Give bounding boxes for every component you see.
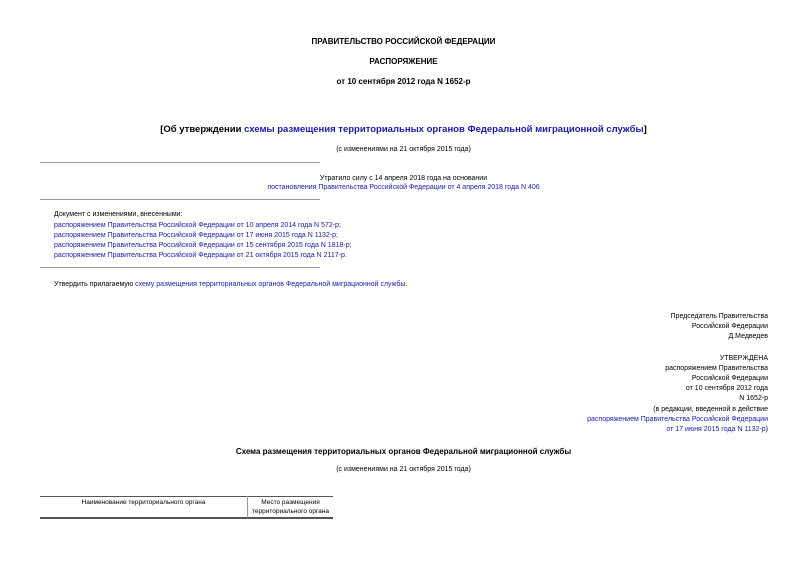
table-bottom-rule [40,518,333,519]
table-header-row [40,497,333,518]
title-suffix: ] [643,124,647,135]
invalid-notice: Утратило силу с 14 апреля 2018 года на основании [319,175,488,182]
changes-heading: Документ с изменениями, внесенными: [54,211,183,218]
signature-title: Председатель Правительства [670,313,768,320]
amendment-link[interactable]: распоряжением Правительства Российской Федерации [587,416,768,423]
signature-country: Российской Федерации [691,323,768,330]
table-header-name: Наименование территориального органа [40,497,248,518]
approved-line: Российской Федерации [691,375,768,382]
amendment-link-date[interactable]: от 17 июня 2015 года N 1132-р [666,426,766,433]
approved-line: от 10 сентября 2012 года [685,385,768,392]
scheme-note: (с изменениями на 21 октября 2015 года) [336,466,471,473]
amendment-line [666,426,768,433]
title-prefix: [Об утверждении [160,124,245,135]
document-title [0,124,807,135]
scheme-title: Схема размещения территориальных органов Федеральной миграционной службы [235,447,572,456]
approved-label: УТВЕРЖДЕНА [719,355,768,362]
body-suffix: . [405,281,408,288]
amendment-close: ) [765,426,768,433]
header-government: ПРАВИТЕЛЬСТВО РОССИЙСКОЙ ФЕДЕРАЦИИ [311,37,496,46]
table-header-place-l2: территориального органа [251,508,330,515]
table-header-place-l1: Место размещения [261,499,320,506]
scheme-link[interactable]: схему размещения территориальных органов Федеральной миграционной службы [135,281,406,288]
change-link[interactable]: распоряжением Правительства Российской Федерации от 21 октября 2015 года N 2117-р. [54,252,347,259]
approved-line: N 1652-р [739,395,768,402]
approved-line: (в редакции, введенной в действие [653,406,768,413]
change-link[interactable]: распоряжением Правительства Российской Федерации от 15 сентября 2015 года N 1818-р; [54,242,352,249]
change-link[interactable]: распоряжением Правительства Российской Федерации от 10 апреля 2014 года N 572-р; [54,222,341,229]
signature-name: Д.Медведев [728,333,768,340]
header-date-number: от 10 сентября 2012 года N 1652-р [336,77,471,86]
approved-line: распоряжением Правительства [665,365,768,372]
invalid-decree-link[interactable]: постановления Правительства Российской Федерации от 4 апреля 2018 года N 406 [267,184,540,191]
divider [40,267,320,268]
scheme-table [40,496,333,518]
body-prefix: Утвердить прилагаемую [54,281,136,288]
table-header-place [248,497,334,518]
title-link[interactable]: схемы размещения территориальных органов Федеральной миграционной службы [244,124,644,135]
header-doc-type: РАСПОРЯЖЕНИЕ [369,57,438,66]
divider [40,199,320,200]
divider [40,162,320,163]
change-link[interactable]: распоряжением Правительства Российской Федерации от 17 июня 2015 года N 1132-р; [54,232,338,239]
amended-note: (с изменениями на 21 октября 2015 года) [336,146,471,153]
body-text [54,281,407,288]
